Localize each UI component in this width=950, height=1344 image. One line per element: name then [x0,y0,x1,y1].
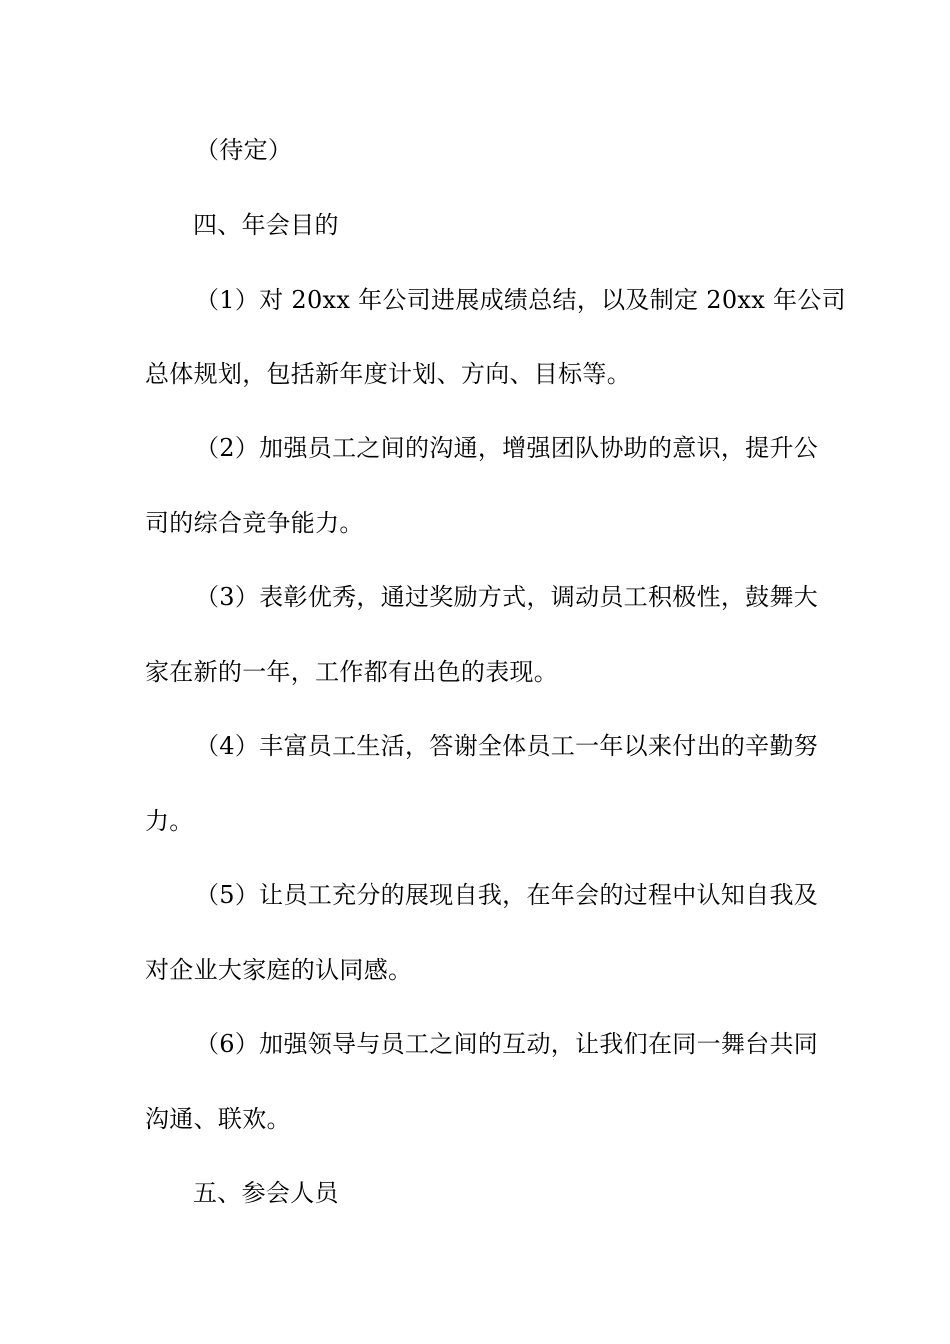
paragraph-5-line-2: 对企业大家庭的认同感。 [145,956,413,984]
section-heading-attendees: 五、参会人员 [193,1179,339,1207]
paragraph-2-line-2: 司的综合竞争能力。 [145,509,364,537]
text-line-tbd: （待定） [195,136,293,164]
paragraph-4-line-2: 力。 [145,807,194,835]
paragraph-2-line-1: （2）加强员工之间的沟通，增强团队协助的意识，提升公 [195,434,819,462]
paragraph-5-line-1: （5）让员工充分的展现自我，在年会的过程中认知自我及 [195,881,819,909]
paragraph-4-line-1: （4）丰富员工生活，答谢全体员工一年以来付出的辛勤努 [195,732,819,760]
paragraph-3-line-2: 家在新的一年，工作都有出色的表现。 [145,658,559,686]
section-heading-purpose: 四、年会目的 [193,211,339,239]
paragraph-6-line-2: 沟通、联欢。 [145,1105,291,1133]
paragraph-1-line-2: 总体规划，包括新年度计划、方向、目标等。 [145,360,631,388]
paragraph-3-line-1: （3）表彰优秀，通过奖励方式，调动员工积极性，鼓舞大 [195,583,819,611]
paragraph-6-line-1: （6）加强领导与员工之间的互动，让我们在同一舞台共同 [195,1030,819,1058]
paragraph-1-line-1: （1）对 20xx 年公司进展成绩总结，以及制定 20xx 年公司 [195,286,846,314]
